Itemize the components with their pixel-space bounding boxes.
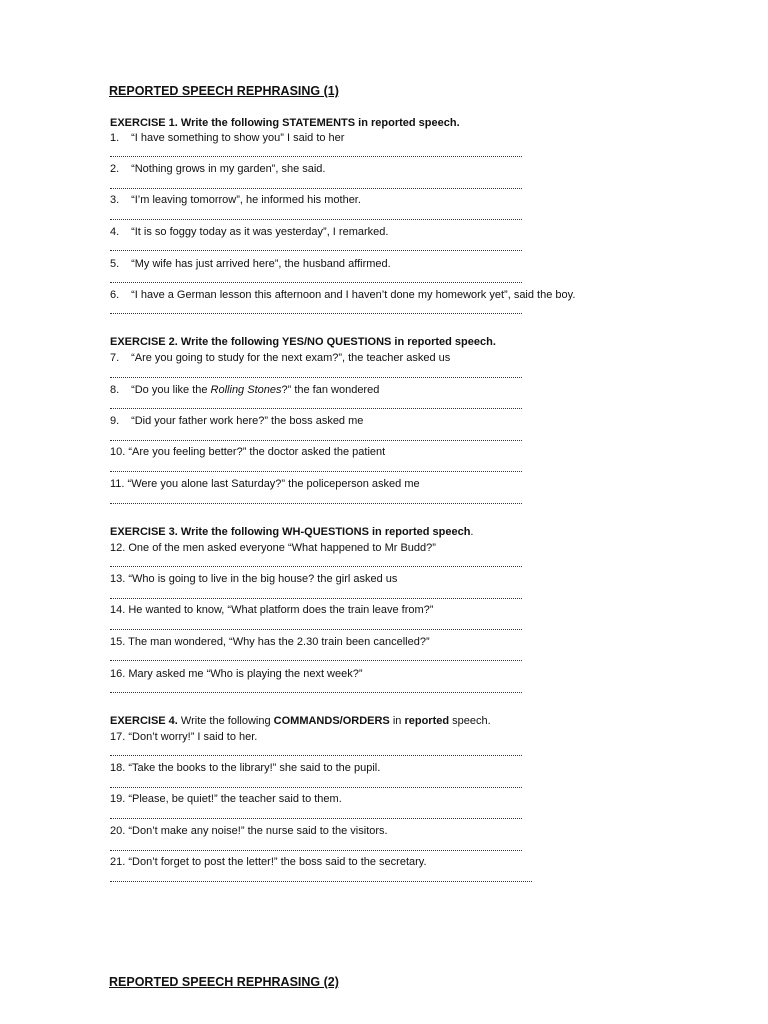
exercise-3-keyword: WH-QUESTIONS bbox=[282, 526, 369, 538]
item-text: “Don’t make any noise!” the nurse said to the visitors. bbox=[128, 825, 388, 837]
exercise-item-10: 10. “Are you feeling better?” the doctor asked the patient bbox=[110, 446, 386, 458]
exercise-3-post: in reported speech bbox=[368, 526, 471, 538]
exercise-3-end: . bbox=[470, 526, 474, 538]
item-text: “Nothing grows in my garden”, she said. bbox=[131, 163, 326, 175]
exercise-2-pre: Write the following bbox=[177, 336, 282, 348]
item-text: “Don’t forget to post the letter!” the boss said to the secretary. bbox=[128, 856, 427, 868]
answer-line-19[interactable] bbox=[110, 818, 522, 819]
exercise-3-pre: Write the following bbox=[177, 526, 283, 538]
band-name: Rolling Stones bbox=[210, 384, 282, 396]
item-text: Mary asked me “Who is playing the next week?” bbox=[128, 668, 363, 680]
answer-line-9[interactable] bbox=[110, 440, 522, 441]
answer-line-8[interactable] bbox=[110, 408, 522, 409]
exercise-item-6: 6. “I have a German lesson this afternoon and I haven’t done my homework yet”, said the boy. bbox=[110, 289, 576, 301]
exercise-4-keyword: COMMANDS/ORDERS bbox=[273, 715, 390, 727]
exercise-4-keyword-2: reported bbox=[404, 715, 450, 727]
exercise-item-4: 4. “It is so foggy today as it was yesterday”, I remarked. bbox=[110, 226, 389, 238]
answer-line-4[interactable] bbox=[110, 250, 522, 251]
exercise-1-keyword: STATEMENTS bbox=[282, 117, 356, 129]
exercise-2-label: EXERCISE 2. bbox=[110, 336, 178, 348]
exercise-2-post: in reported speech. bbox=[391, 336, 496, 348]
answer-line-10[interactable] bbox=[110, 471, 522, 472]
answer-line-15[interactable] bbox=[110, 660, 522, 661]
item-text: He wanted to know, “What platform does the train leave from?” bbox=[128, 604, 434, 616]
exercise-4-mid: in bbox=[389, 715, 405, 727]
exercise-1-label: EXERCISE 1. bbox=[110, 117, 178, 129]
exercise-item-15: 15. The man wondered, “Why has the 2.30 train been cancelled?” bbox=[110, 636, 430, 648]
worksheet-title-1: REPORTED SPEECH REPHRASING (1) bbox=[109, 84, 339, 98]
item-text: One of the men asked everyone “What happened to Mr Budd?” bbox=[128, 542, 436, 554]
item-text: “Who is going to live in the big house? the girl asked us bbox=[128, 573, 398, 585]
exercise-3-label: EXERCISE 3. bbox=[110, 526, 178, 538]
answer-line-12[interactable] bbox=[110, 566, 522, 567]
item-text: “Are you going to study for the next exam?”, the teacher asked us bbox=[131, 352, 451, 364]
exercise-1-pre: Write the following bbox=[177, 117, 283, 129]
exercise-item-1: 1. “I have something to show you” I said to her bbox=[110, 132, 345, 144]
exercise-item-7: 7. “Are you going to study for the next exam?”, the teacher asked us bbox=[110, 352, 451, 364]
exercise-1-post: in reported speech. bbox=[355, 117, 460, 129]
exercise-item-5: 5. “My wife has just arrived here”, the husband affirmed. bbox=[110, 258, 391, 270]
item-text: “It is so foggy today as it was yesterday”, I remarked. bbox=[131, 226, 389, 238]
answer-line-3[interactable] bbox=[110, 219, 522, 220]
exercise-item-9: 9. “Did your father work here?” the boss asked me bbox=[110, 415, 364, 427]
answer-line-2[interactable] bbox=[110, 188, 522, 189]
exercise-1-heading bbox=[110, 117, 460, 129]
answer-line-18[interactable] bbox=[110, 787, 522, 788]
answer-line-5[interactable] bbox=[110, 282, 522, 283]
item-text: “Were you alone last Saturday?” the policeperson asked me bbox=[127, 478, 420, 490]
exercise-item-2: 2. “Nothing grows in my garden”, she said. bbox=[110, 163, 326, 175]
exercise-item-20: 20. “Don’t make any noise!” the nurse said to the visitors. bbox=[110, 825, 388, 837]
item-text: “Take the books to the library!” she said to the pupil. bbox=[128, 762, 381, 774]
item-text: “Please, be quiet!” the teacher said to them. bbox=[128, 793, 342, 805]
exercise-item-3: 3. “I’m leaving tomorrow”, he informed his mother. bbox=[110, 194, 361, 206]
item-text: “My wife has just arrived here”, the husband affirmed. bbox=[131, 258, 391, 270]
exercise-4-pre: Write the following bbox=[177, 715, 274, 727]
answer-line-20[interactable] bbox=[110, 850, 522, 851]
answer-line-11[interactable] bbox=[110, 503, 522, 504]
exercise-2-heading bbox=[110, 336, 496, 348]
answer-line-14[interactable] bbox=[110, 629, 522, 630]
answer-line-21[interactable] bbox=[110, 881, 532, 882]
answer-line-13[interactable] bbox=[110, 598, 522, 599]
item-text: “Don’t worry!” I said to her. bbox=[128, 731, 258, 743]
item-text: “I’m leaving tomorrow”, he informed his mother. bbox=[131, 194, 361, 206]
exercise-item-16: 16. Mary asked me “Who is playing the next week?” bbox=[110, 668, 363, 680]
item-text: “Are you feeling better?” the doctor asked the patient bbox=[128, 446, 386, 458]
exercise-3-heading bbox=[110, 526, 473, 538]
exercise-item-13: 13. “Who is going to live in the big house? the girl asked us bbox=[110, 573, 398, 585]
exercise-item-19: 19. “Please, be quiet!” the teacher said to them. bbox=[110, 793, 342, 805]
exercise-2-keyword: YES/NO QUESTIONS bbox=[281, 336, 392, 348]
answer-line-1[interactable] bbox=[110, 156, 522, 157]
answer-line-17[interactable] bbox=[110, 755, 522, 756]
item-text: The man wondered, “Why has the 2.30 train been cancelled?” bbox=[128, 636, 430, 648]
exercise-4-label: EXERCISE 4. bbox=[110, 715, 178, 727]
answer-line-16[interactable] bbox=[110, 692, 522, 693]
exercise-item-8: 8. “Do you like the Rolling Stones?” the fan wondered bbox=[110, 384, 380, 396]
worksheet-title-2: REPORTED SPEECH REPHRASING (2) bbox=[109, 975, 339, 989]
exercise-item-21: 21. “Don’t forget to post the letter!” the boss said to the secretary. bbox=[110, 856, 427, 868]
item-text: “I have something to show you” I said to her bbox=[131, 132, 345, 144]
exercise-4-post: speech. bbox=[449, 715, 491, 727]
item-text: “I have a German lesson this afternoon and I haven’t done my homework yet”, said the boy. bbox=[131, 289, 576, 301]
exercise-item-12: 12. One of the men asked everyone “What happened to Mr Budd?” bbox=[110, 542, 436, 554]
exercise-4-heading bbox=[110, 715, 491, 727]
answer-line-6[interactable] bbox=[110, 313, 522, 314]
exercise-item-17: 17. “Don’t worry!” I said to her. bbox=[110, 731, 258, 743]
exercise-item-11: 11. “Were you alone last Saturday?” the policeperson asked me bbox=[110, 478, 420, 490]
exercise-item-18: 18. “Take the books to the library!” she said to the pupil. bbox=[110, 762, 381, 774]
exercise-item-14: 14. He wanted to know, “What platform does the train leave from?” bbox=[110, 604, 434, 616]
item-text: “Did your father work here?” the boss asked me bbox=[131, 415, 364, 427]
answer-line-7[interactable] bbox=[110, 377, 522, 378]
